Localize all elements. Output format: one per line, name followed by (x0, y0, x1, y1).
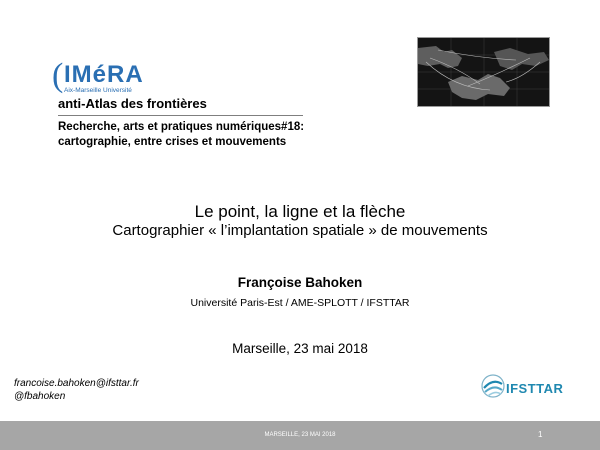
contact-email: francoise.bahoken@ifsttar.fr (14, 378, 139, 389)
header-divider (58, 115, 303, 116)
page-number: 1 (538, 430, 543, 439)
research-line-2: cartographie, entre crises et mouvements (58, 136, 287, 148)
logo-word: IMéRA (64, 61, 144, 88)
presentation-title: Le point, la ligne et la flèche (194, 202, 406, 221)
logo-subline: Aix-Marseille Université (64, 87, 132, 94)
ifsttar-emblem-icon (480, 372, 506, 400)
author-affiliation: Université Paris-Est / AME-SPLOTT / IFSTTAR (190, 297, 410, 309)
ifsttar-logo (480, 372, 564, 402)
logo-bracket-icon: ( (52, 57, 64, 94)
presentation-subtitle: Cartographier « l’implantation spatiale » de mouvements (112, 222, 488, 239)
imera-logo (52, 57, 162, 100)
contact-twitter: @fbahoken (14, 391, 66, 402)
presentation-date: Marseille, 23 mai 2018 (232, 341, 368, 356)
ifsttar-logo-text: IFSTTAR (506, 381, 564, 396)
map-image-icon (418, 38, 549, 106)
project-title: anti-Atlas des frontières (58, 96, 207, 111)
map-thumbnail (417, 37, 550, 107)
footer-text: MARSEILLE, 23 MAI 2018 (264, 432, 336, 438)
research-line-1: Recherche, arts et pratiques numériques#18: (58, 121, 305, 133)
author-name: Françoise Bahoken (237, 275, 363, 290)
